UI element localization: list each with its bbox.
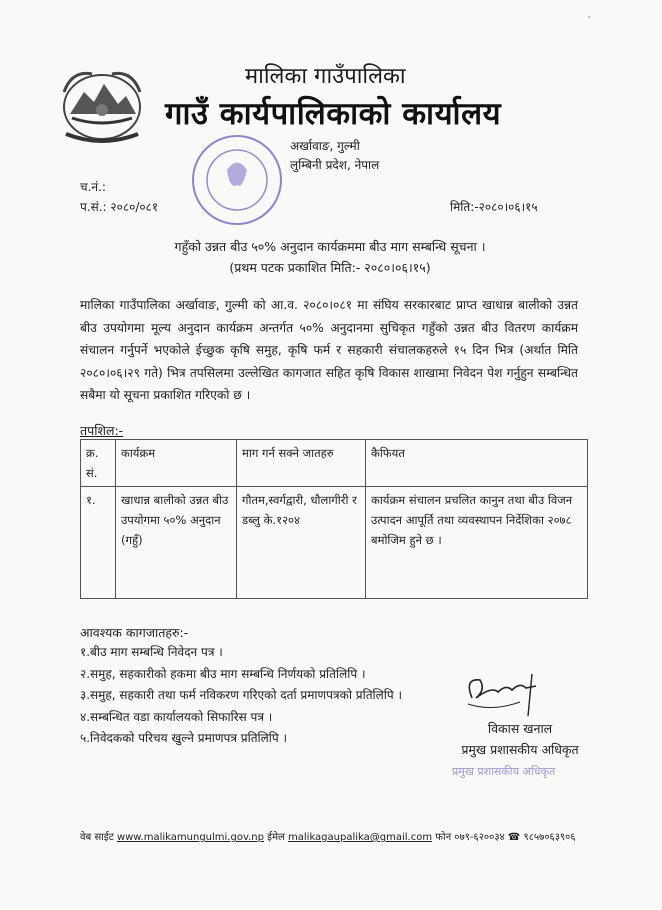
table-cell: खाधान्न बालीको उन्नत बीउ उपयोगमा ५०% अनुदान (गहुँ) bbox=[116, 487, 237, 599]
first-publication-line: (प्रथम पटक प्रकाशित मिति:- २०८०।०६।१५) bbox=[229, 260, 431, 275]
office-stamp bbox=[182, 130, 292, 230]
subject-line: गहुँको उन्नत बीउ ५०% अनुदान कार्यक्रममा बीउ माग सम्बन्धि सूचना । bbox=[174, 239, 486, 254]
list-item: १.बीउ माग सम्बन्धि निवेदन पत्र । bbox=[80, 645, 223, 659]
page-mark: · bbox=[587, 10, 592, 26]
website-link[interactable]: www.malikamungulmi.gov.np bbox=[116, 832, 264, 843]
details-heading: तपशिल:- bbox=[80, 423, 124, 438]
column-header: कार्यक्रम bbox=[116, 440, 237, 487]
table-cell: गौतम,स्वर्गद्वारी, धौलागीरी र डब्लु के.१२०४ bbox=[237, 487, 366, 599]
table-header-row bbox=[81, 440, 588, 487]
designation-stamp: प्रमुख प्रशासकीय अधिकृत bbox=[452, 765, 556, 778]
letter-number: प.सं.: २०८०/०८१ bbox=[80, 200, 159, 214]
signatory-title: प्रमुख प्रशासकीय अधिकृत bbox=[461, 742, 579, 757]
address-line-1: अर्खावाङ, गुल्मी bbox=[290, 139, 360, 153]
letter-date: मिति:-२०८०।०६।१५ bbox=[450, 200, 538, 214]
notice-body: मालिका गाउँपालिका अर्खावाङ, गुल्मी को आ.व. २०८०।०८१ मा संघिय सरकारबाट प्राप्त खाधान्न बालीको उन्नत बीउ उपयोगमा मूल्य अनुदान कार्यक्रम अन्तर्गत ५०% अनुदानमा सुचिकृत गहुँको उन्नत बीउ वितरण कार्यक्रम संचालन गर्नुपर्ने भएकोले ईच्छुक कृषि समुह, कृषि फर्म र सहकारी संचालकहरुले १५ दिन भित्र (अर्थात मिति २०८०।०६।२९ गते) भित्र तपसिलमा उल्लेखित कागजात सहित कृषि विकास शाखामा निवेदन पेश गर्नुहुन सम्बन्धित सबैमा यो सूचना प्रकाशित गरिएको छ । bbox=[80, 298, 578, 402]
table-row bbox=[81, 487, 588, 599]
website-label: वेब साईट bbox=[80, 832, 114, 843]
column-header: माग गर्न सक्ने जातहरु bbox=[237, 440, 366, 487]
email-label: ईमेल bbox=[267, 832, 285, 843]
office-title: गाउँ कार्यपालिकाको कार्यालय bbox=[165, 96, 502, 132]
column-header: क्र. सं. bbox=[81, 440, 116, 487]
list-item: ४.सम्बन्धित वडा कार्यालयको सिफारिस पत्र । bbox=[80, 709, 273, 724]
column-header: कैफियत bbox=[366, 440, 588, 487]
table-cell: कार्यक्रम संचालन प्रचलित कानुन तथा बीउ विजन उत्पादन आपूर्ति तथा व्यवस्थापन निर्देशिका २०७८ बमोजिम हुने छ । bbox=[366, 487, 588, 599]
table-cell: १. bbox=[81, 487, 116, 599]
list-item: ५.निवेदकको परिचय खुल्ने प्रमाणपत्र प्रतिलिपि । bbox=[80, 731, 288, 745]
handwritten-signature bbox=[462, 668, 542, 718]
signatory-block bbox=[445, 718, 595, 760]
required-documents-heading: आवश्यक कागजातहरु:- bbox=[80, 625, 189, 640]
address-line-2: लुम्बिनी प्रदेश, नेपाल bbox=[290, 158, 380, 172]
required-documents-list bbox=[80, 642, 402, 750]
nepal-government-emblem bbox=[52, 62, 152, 148]
list-item: २.समुह, सहकारीको हकमा बीउ माग सम्बन्धि निर्णयको प्रतिलिपि । bbox=[80, 666, 366, 681]
list-item: ३.समुह, सहकारी तथा फर्म नविकरण गरिएको दर्ता प्रमाणपत्रको प्रतिलिपि । bbox=[80, 688, 403, 702]
details-table bbox=[80, 439, 588, 599]
signatory-name: विकास खनाल bbox=[487, 721, 553, 736]
reference-number: च.नं.: bbox=[80, 180, 106, 194]
phone-info: फोन ०७९-६२००३४ ☎ ९८५७०६३९०६ bbox=[435, 832, 576, 843]
email-link[interactable]: malikagaupalika@gmail.com bbox=[288, 832, 433, 843]
office-address bbox=[290, 137, 379, 175]
notice-subject bbox=[110, 236, 550, 278]
municipality-name: मालिका गाउँपालिका bbox=[245, 64, 406, 89]
page-footer bbox=[80, 829, 576, 843]
